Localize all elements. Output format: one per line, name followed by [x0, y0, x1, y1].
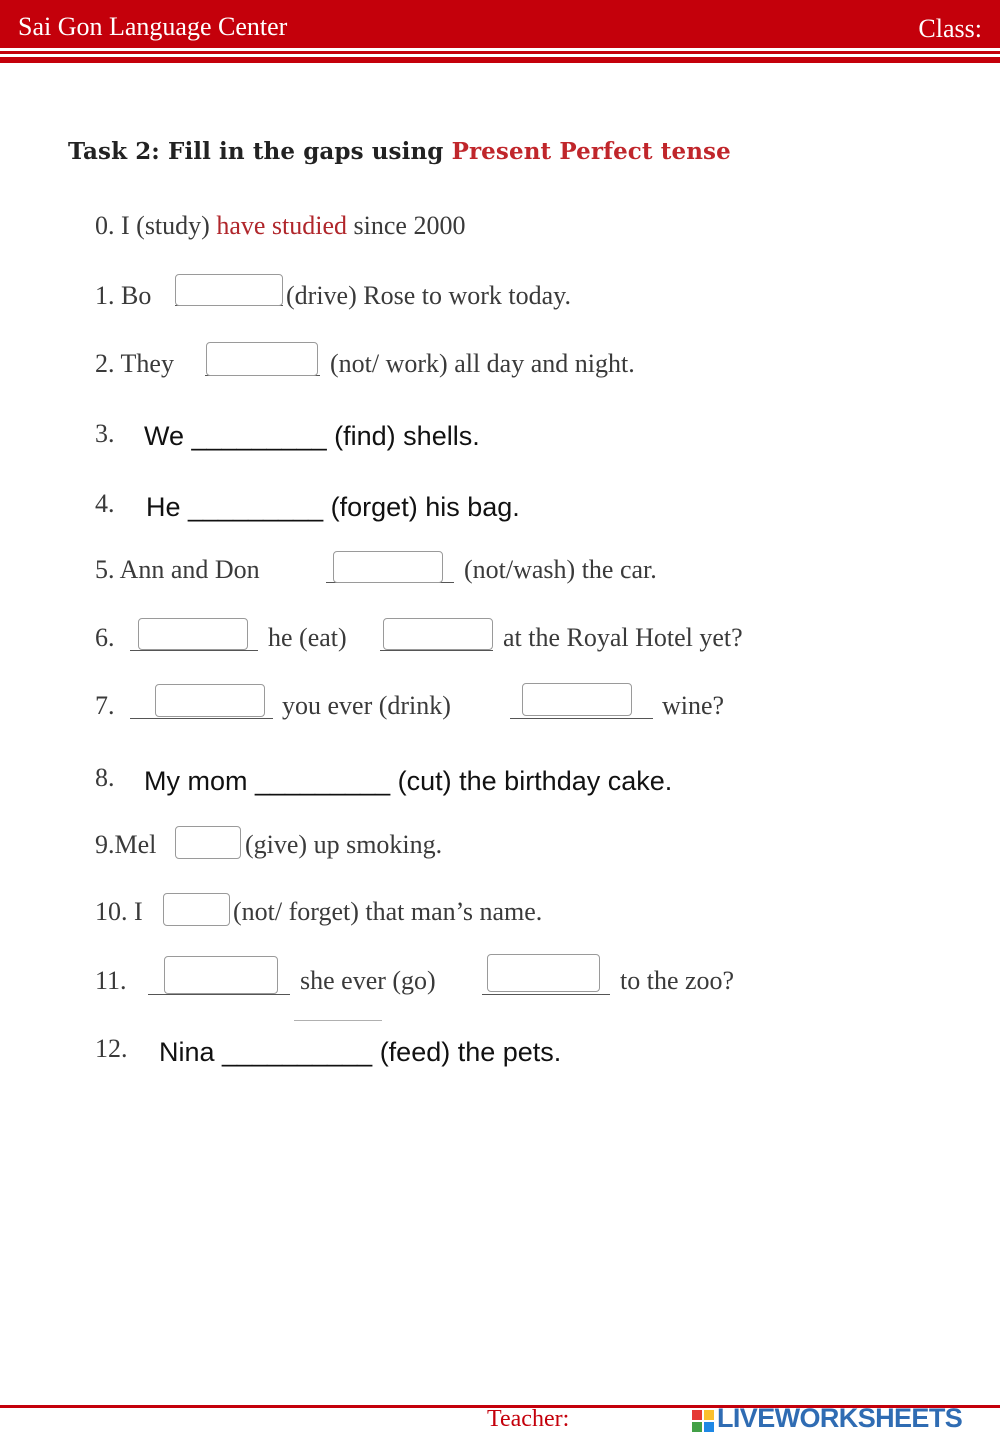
question-9-post: (give) up smoking.: [245, 830, 443, 859]
question-7-mid: you ever (drink): [282, 691, 451, 720]
question-2-pre: 2. They: [95, 349, 174, 378]
question-11-mid: she ever (go): [300, 966, 436, 995]
question-7-answer-input-2[interactable]: [522, 683, 632, 716]
question-1-post: (drive) Rose to work today.: [286, 281, 571, 310]
task-title: [68, 138, 731, 165]
question-8-number: 8.: [95, 763, 115, 792]
question-7-underline-2: [510, 718, 653, 719]
liveworksheets-logo-icon: [692, 1410, 714, 1432]
question-6-underline-2: [380, 650, 493, 651]
question-5-pre: 5. Ann and Don: [95, 555, 260, 584]
question-7-underline-1: [130, 718, 273, 719]
question-6-mid: he (eat): [268, 623, 347, 652]
question-4-text: He _________ (forget) his bag.: [146, 492, 520, 522]
question-11-answer-input-1[interactable]: [164, 956, 278, 994]
question-6-underline-1: [130, 650, 258, 651]
question-10-answer-input[interactable]: [163, 893, 230, 926]
question-3-number: 3.: [95, 419, 115, 448]
liveworksheets-brand[interactable]: LIVEWORKSHEETS: [717, 1403, 963, 1433]
question-0: [95, 210, 465, 242]
question-12-number: 12.: [95, 1034, 128, 1063]
question-3-text: We _________ (find) shells.: [144, 421, 480, 451]
question-2-answer-input[interactable]: [206, 342, 318, 376]
question-5-post: (not/wash) the car.: [464, 555, 657, 584]
question-7-post: wine?: [662, 691, 725, 720]
class-label: Class:: [918, 14, 982, 43]
question-10-post: (not/ forget) that man’s name.: [233, 897, 543, 926]
teacher-label: Teacher:: [487, 1406, 570, 1432]
question-9-answer-input[interactable]: [175, 826, 241, 859]
question-11-answer-input-2[interactable]: [487, 954, 600, 992]
question-6-answer-input-2[interactable]: [383, 618, 493, 650]
question-11-underline-2: [482, 994, 610, 995]
question-8-text: My mom _________ (cut) the birthday cake.: [144, 766, 673, 796]
question-10-pre: 10. I: [95, 897, 143, 926]
question-7-pre: 7.: [95, 691, 115, 720]
question-11-pre: 11.: [95, 966, 127, 995]
task-title-accent: Present Perfect tense: [451, 138, 731, 165]
question-6-pre: 6.: [95, 623, 115, 652]
question-6-answer-input-1[interactable]: [138, 618, 248, 650]
question-0-answer: have studied: [216, 211, 348, 240]
question-2-post: (not/ work) all day and night.: [330, 349, 635, 378]
question-12-stray-line: [294, 1020, 382, 1021]
question-0-pre: 0. I (study): [95, 211, 217, 240]
task-title-prefix: Task 2: Fill in the gaps using: [68, 138, 452, 165]
header-divider: [0, 51, 1000, 54]
question-1-answer-input[interactable]: [175, 274, 283, 306]
question-9-pre: 9.Mel: [95, 830, 157, 859]
question-6-post: at the Royal Hotel yet?: [503, 623, 743, 652]
question-1-pre: 1. Bo: [95, 281, 152, 310]
question-11-post: to the zoo?: [620, 966, 735, 995]
question-12-text: Nina __________ (feed) the pets.: [159, 1037, 562, 1067]
question-5-answer-input[interactable]: [333, 551, 443, 583]
question-7-answer-input-1[interactable]: [155, 684, 265, 717]
header-divider-thick: [0, 57, 1000, 63]
question-4-number: 4.: [95, 489, 115, 518]
question-11-underline-1: [148, 994, 290, 995]
question-0-post: since 2000: [347, 211, 466, 240]
center-name: Sai Gon Language Center: [18, 12, 288, 41]
